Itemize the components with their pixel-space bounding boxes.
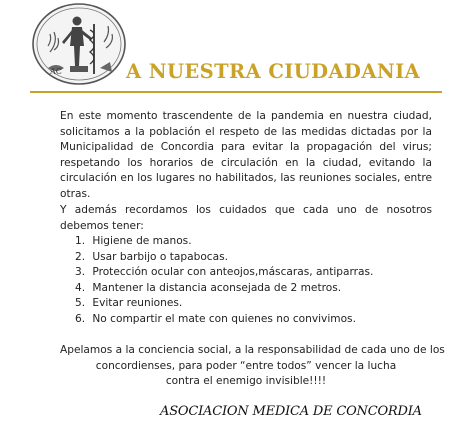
reminder-paragraph: Y además recordamos los cuidados que cada uno de nosotros debemos tener: [60, 204, 432, 232]
list-number: 5. [75, 297, 86, 309]
intro-paragraph: En este momento trascendente de la pandemia en nuestra ciudad, solicitamos a la población el respeto de las medidas dictadas por la Municipalidad de Concordia para evitar la propagación del virus; respetando los horarios de circulación en la ciudad, evitando la circulación en los lugares no habilitados, las reuniones sociales, entre otras. [60, 110, 432, 200]
list-text: Evitar reuniones. [92, 297, 183, 309]
list-number: 1. [75, 235, 86, 247]
closing-paragraph [60, 343, 445, 390]
medical-association-logo [30, 2, 128, 86]
list-item [75, 281, 373, 297]
svg-text:AC: AC [50, 67, 62, 76]
closing-line: concordienses, para poder “entre todos” vencer la lucha [95, 359, 397, 372]
list-text: Usar barbijo o tapabocas. [92, 250, 229, 263]
list-number: 4. [75, 281, 86, 294]
page-title: A NUESTRA CIUDADANIA [126, 60, 421, 83]
list-number: 6. [75, 312, 86, 325]
closing-line: contra el enemigo invisible!!!! [165, 375, 327, 387]
care-list [75, 234, 373, 327]
list-text: Mantener la distancia aconsejada de 2 metros. [92, 281, 342, 294]
list-item [75, 265, 373, 281]
list-text: Protección ocular con anteojos,máscaras, antiparras. [92, 266, 374, 278]
signature: ASOCIACION MEDICA DE CONCORDIA [160, 404, 422, 419]
list-number: 3. [75, 266, 86, 278]
list-number: 2. [75, 250, 86, 263]
list-text: No compartir el mate con quienes no convivimos. [92, 312, 356, 325]
list-item [75, 296, 373, 312]
list-text: Higiene de manos. [92, 235, 192, 247]
closing-line: Apelamos a la conciencia social, a la responsabilidad de cada uno de los [60, 344, 445, 356]
list-item [75, 250, 373, 266]
list-item [75, 234, 373, 250]
list-item [75, 312, 373, 328]
title-divider [30, 91, 442, 93]
